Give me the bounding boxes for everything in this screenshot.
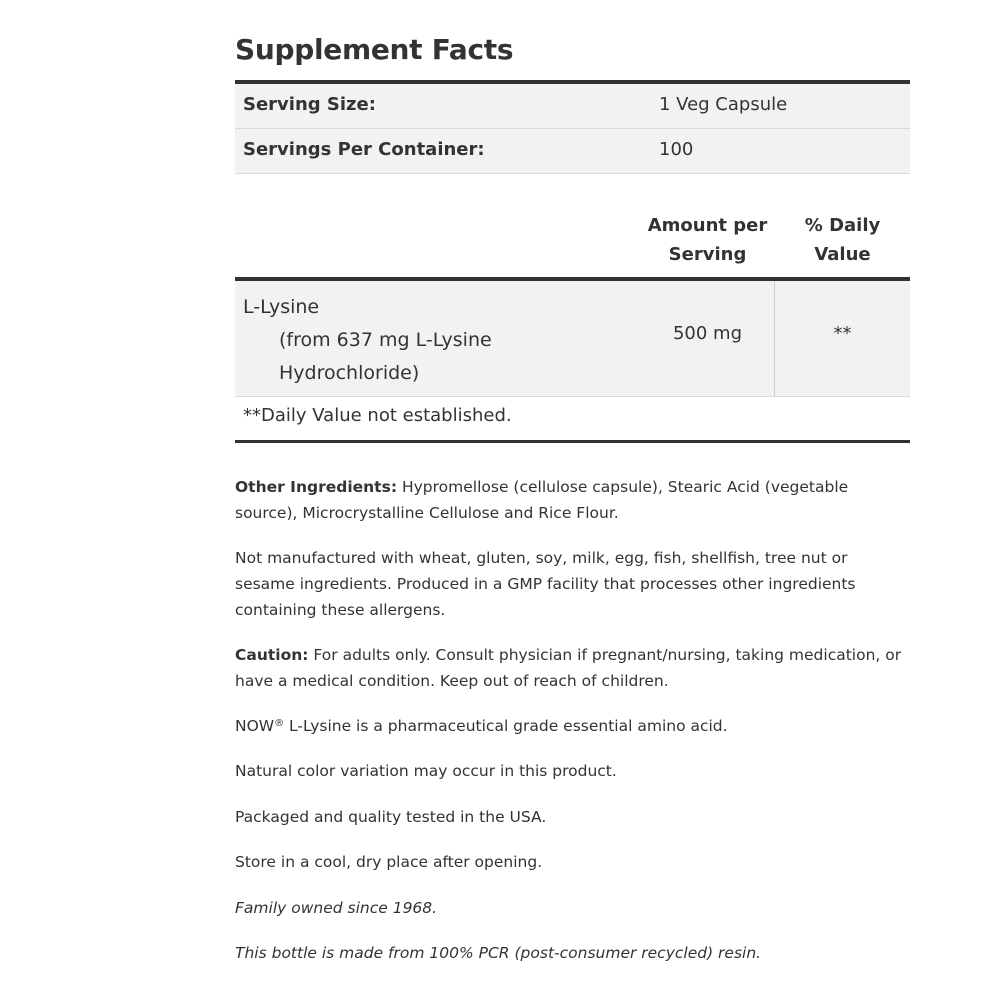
- caution-text: For adults only. Consult physician if pregnant/nursing, taking medication, or have a medical condition. Keep out of reach of children.: [235, 646, 902, 690]
- brand-name: NOW: [235, 717, 275, 735]
- bottle-note: This bottle is made from 100% PCR (post-consumer recycled) resin.: [235, 944, 762, 962]
- servings-per-container-row: [235, 129, 910, 174]
- other-ingredients-text: Hypromellose (cellulose capsule), Stearic Acid (vegetable source), Microcrystalline Cellulose and Rice Flour.: [235, 478, 849, 522]
- ingredient-source: (from 637 mg L-Lysine Hydrochloride): [279, 329, 492, 384]
- packaged-note: Packaged and quality tested in the USA.: [235, 808, 547, 826]
- amount-column-header: Amount per Serving: [647, 215, 768, 265]
- registered-mark: ®: [274, 718, 285, 729]
- storage-note: Store in a cool, dry place after opening.: [235, 853, 543, 871]
- allergen-statement: Not manufactured with wheat, gluten, soy, milk, egg, fish, shellfish, tree nut or sesame ingredients. Produced in a GMP facility that processes other ingredients containing these allergens.: [235, 549, 856, 619]
- other-ingredients-label: Other Ingredients:: [235, 478, 398, 496]
- caution-label: Caution:: [235, 646, 309, 664]
- page-title: Supplement Facts: [235, 33, 514, 66]
- caution: [235, 642, 910, 694]
- serving-size-value: 1 Veg Capsule: [659, 94, 788, 115]
- ingredient-row: [235, 281, 910, 397]
- ingredient-name: L-Lysine: [243, 296, 320, 318]
- servings-per-container-value: 100: [659, 139, 694, 160]
- daily-value-footnote: **Daily Value not established.: [243, 405, 512, 426]
- serving-size-label: Serving Size:: [243, 94, 376, 115]
- bottom-rule: [235, 440, 910, 443]
- brand-statement: [235, 713, 910, 739]
- servings-per-container-label: Servings Per Container:: [243, 139, 485, 160]
- color-note: Natural color variation may occur in this product.: [235, 762, 617, 780]
- daily-value-column-header: % Daily Value: [804, 215, 881, 265]
- ingredient-amount: 500 mg: [672, 323, 743, 344]
- brand-statement-text: L-Lysine is a pharmaceutical grade essential amino acid.: [284, 717, 728, 735]
- serving-size-row: [235, 84, 910, 129]
- other-ingredients: [235, 474, 910, 526]
- family-owned-note: Family owned since 1968.: [235, 899, 438, 917]
- ingredient-daily-value: **: [833, 323, 852, 344]
